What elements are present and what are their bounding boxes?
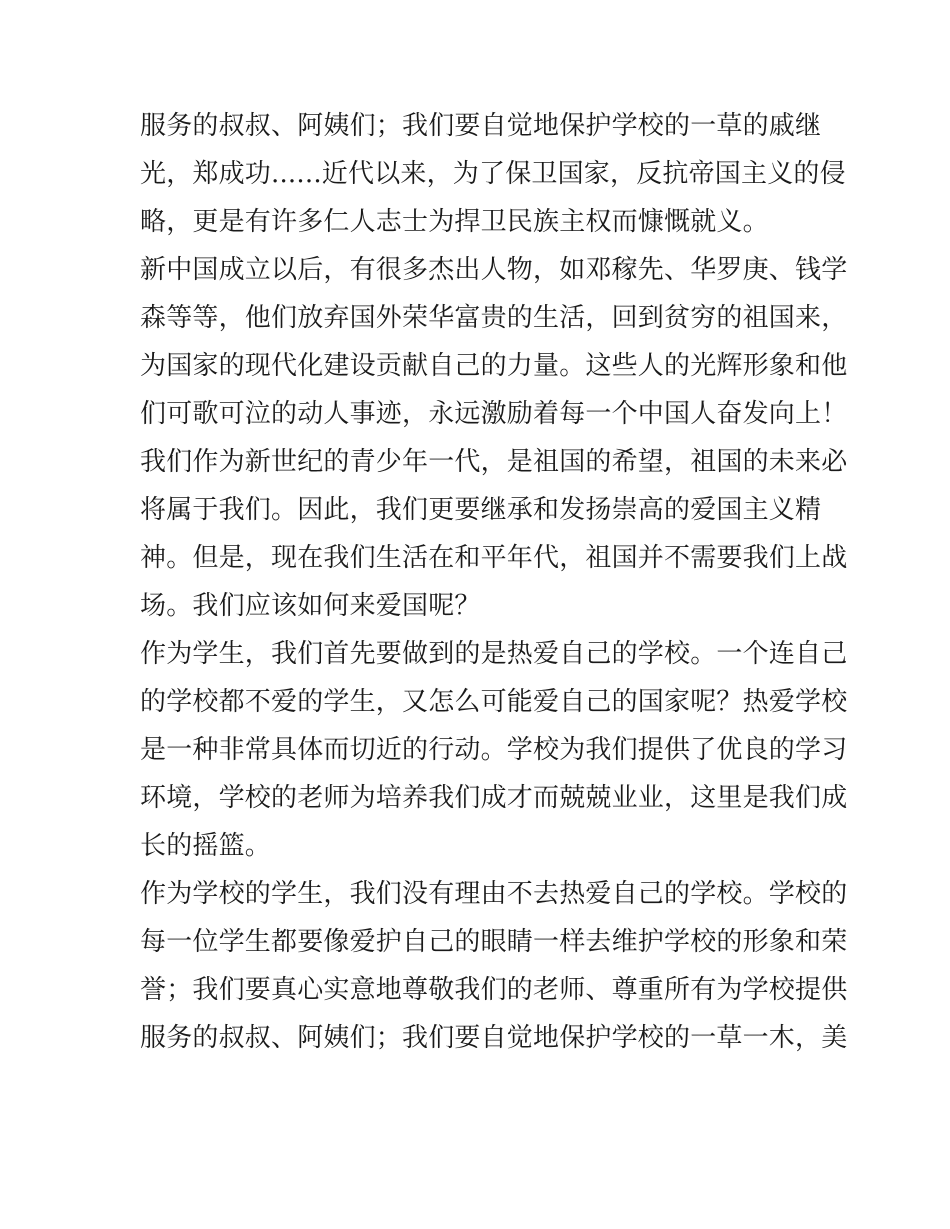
- text-line: 的学校都不爱的学生，又怎么可能爱自己的国家呢？热爱学校: [140, 687, 848, 717]
- text-line: 长的摇篮。: [140, 831, 272, 861]
- text-line: 们可歌可泣的动人事迹，永远激励着每一个中国人奋发向上！: [140, 399, 848, 429]
- text-line: 誉；我们要真心实意地尊敬我们的老师、尊重所有为学校提供: [140, 975, 848, 1005]
- text-line: 每一位学生都要像爱护自己的眼睛一样去维护学校的形象和荣: [140, 927, 848, 957]
- document-body: [140, 102, 848, 1062]
- text-line: 作为学生，我们首先要做到的是热爱自己的学校。一个连自己: [140, 639, 848, 669]
- text-line: 我们作为新世纪的青少年一代，是祖国的希望，祖国的未来必: [140, 447, 848, 477]
- text-line: 新中国成立以后，有很多杰出人物，如邓稼先、华罗庚、钱学: [140, 255, 848, 285]
- text-line: 略，更是有许多仁人志士为捍卫民族主权而慷慨就义。: [140, 207, 769, 237]
- text-line: 光，郑成功......近代以来，为了保卫国家，反抗帝国主义的侵: [140, 159, 846, 189]
- text-line: 为国家的现代化建设贡献自己的力量。这些人的光辉形象和他: [140, 351, 848, 381]
- text-line: 环境，学校的老师为培养我们成才而兢兢业业，这里是我们成: [140, 783, 848, 813]
- text-line: 服务的叔叔、阿姨们；我们要自觉地保护学校的一草一木，美: [140, 1023, 848, 1053]
- text-line: 作为学校的学生，我们没有理由不去热爱自己的学校。学校的: [140, 879, 848, 909]
- text-line: 是一种非常具体而切近的行动。学校为我们提供了优良的学习: [140, 735, 848, 765]
- text-line: 服务的叔叔、阿姨们；我们要自觉地保护学校的一草的戚继: [140, 111, 822, 141]
- text-line: 森等等，他们放弃国外荣华富贵的生活，回到贫穷的祖国来，: [140, 303, 848, 333]
- text-line: 场。我们应该如何来爱国呢？: [140, 591, 481, 621]
- text-line: 将属于我们。因此，我们更要继承和发扬崇高的爱国主义精: [140, 495, 822, 525]
- text-line: 神。但是，现在我们生活在和平年代，祖国并不需要我们上战: [140, 543, 848, 573]
